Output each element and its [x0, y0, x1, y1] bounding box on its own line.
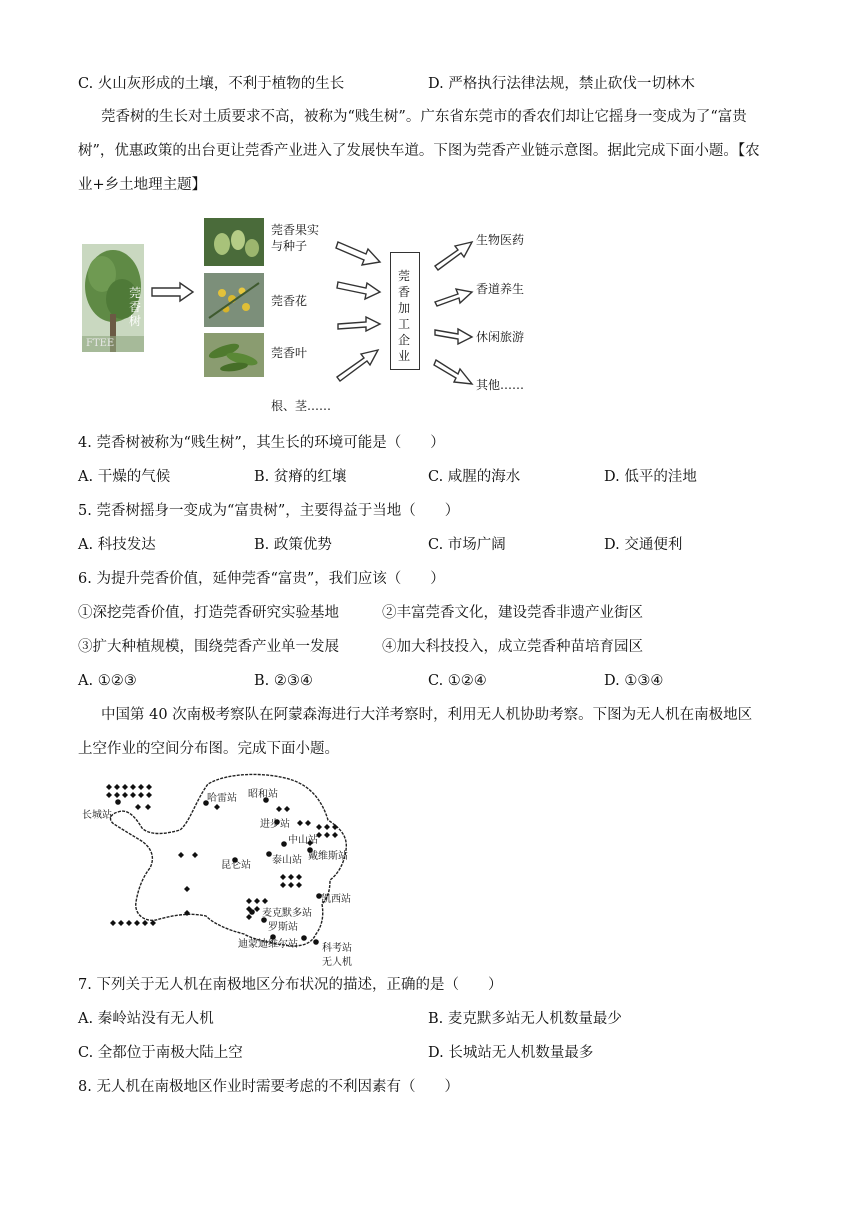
q4-option-b: B. 贫瘠的红壤 [254, 469, 347, 485]
passage1-line3: 业+乡土地理主题】 [78, 177, 207, 193]
q7-stem: 7. 下列关于无人机在南极地区分布状况的描述，正确的是（ ） [78, 977, 503, 993]
passage1-line2: 树”，优惠政策的出台更让莞香产业进入了发展快车道。下图为莞香产业链示意图。据此完成下面小题。【农 [78, 143, 760, 159]
q7-option-d: D. 长城站无人机数量最多 [428, 1045, 594, 1061]
passage1-line1: 莞香树的生长对土质要求不高，被称为“贱生树”。广东省东莞市的香农们却让它摇身一变成为了“富贵 [101, 109, 747, 125]
station-halei: 哈雷站 [207, 793, 237, 804]
q4-stem: 4. 莞香树被称为“贱生树”，其生长的环境可能是（ ） [78, 435, 445, 451]
q6-option-c: C. ①②④ [428, 673, 487, 689]
q6-statement-4: ④加大科技投入，成立莞香种苗培育园区 [382, 639, 643, 655]
q6-statement-1: ①深挖莞香价值，打造莞香研究实验基地 [78, 605, 339, 621]
q5-option-a: A. 科技发达 [78, 537, 156, 553]
passage2-line2: 上空作业的空间分布图。完成下面小题。 [78, 741, 339, 757]
legend-station: 科考站 [322, 943, 352, 954]
output-medicine: 生物医药 [476, 233, 525, 247]
passage2-line1: 中国第 40 次南极考察队在阿蒙森海进行大洋考察时，利用无人机协助考察。下图为无人机在南极地区 [101, 707, 753, 723]
q6-option-d: D. ①③④ [604, 673, 664, 689]
q4-option-c: C. 咸腥的海水 [428, 469, 521, 485]
q5-option-d: D. 交通便利 [604, 537, 683, 553]
station-changcheng: 长城站 [82, 810, 112, 821]
q6-statement-2: ②丰富莞香文化，建设莞香非遗产业街区 [382, 605, 643, 621]
station-kaixi: 凯西站 [321, 894, 351, 905]
q6-stem: 6. 为提升莞香价值，延伸莞香“富贵”，我们应该（ ） [78, 571, 445, 587]
station-luosi: 罗斯站 [268, 922, 298, 933]
q7-option-b: B. 麦克默多站无人机数量最少 [428, 1011, 622, 1027]
arrows-out-icon [432, 236, 476, 396]
q3-option-d: D. 严格执行法律法规，禁止砍伐一切林木 [428, 76, 695, 92]
station-daiweisi: 戴维斯站 [308, 851, 348, 862]
q6-statement-3: ③扩大种植规模，围绕莞香产业单一发展 [78, 639, 339, 655]
station-jinbu: 进步站 [260, 819, 290, 830]
q6-option-a: A. ①②③ [78, 673, 137, 689]
output-other: 其他…… [476, 378, 525, 392]
q3-option-c: C. 火山灰形成的土壤，不利于植物的生长 [78, 76, 345, 92]
station-kunlun: 昆仑站 [221, 860, 251, 871]
station-taishan: 泰山站 [272, 855, 302, 866]
leaf-photo [204, 333, 264, 377]
output-incense: 香道养生 [476, 282, 525, 296]
arrow-icon [150, 280, 196, 304]
input-flower: 莞香花 [271, 294, 308, 308]
output-tourism: 休闲旅游 [476, 330, 525, 344]
q6-option-b: B. ②③④ [254, 673, 313, 689]
center-label: 莞香加工企业 [397, 269, 410, 363]
q5-stem: 5. 莞香树摇身一变成为“富贵树”，主要得益于当地（ ） [78, 503, 460, 519]
q4-option-d: D. 低平的洼地 [604, 469, 697, 485]
station-dumengdiweier: 迪蒙迪维尔站 [238, 939, 298, 950]
flower-photo [204, 273, 264, 327]
input-fruit-line1: 莞香果实 [271, 223, 320, 237]
input-fruit-line2: 与种子 [271, 239, 308, 253]
fruit-photo [204, 218, 264, 266]
q7-option-c: C. 全都位于南极大陆上空 [78, 1045, 243, 1061]
q7-option-a: A. 秦岭站没有无人机 [78, 1011, 214, 1027]
input-roots: 根、茎…… [271, 399, 332, 413]
tree-caption: FTEE [86, 338, 115, 349]
q5-option-c: C. 市场广阔 [428, 537, 506, 553]
station-zhaohe: 昭和站 [248, 789, 278, 800]
q4-option-a: A. 干燥的气候 [78, 469, 171, 485]
q8-stem: 8. 无人机在南极地区作业时需要考虑的不利因素有（ ） [78, 1079, 459, 1095]
q5-option-b: B. 政策优势 [254, 537, 332, 553]
legend-drone: 无人机 [322, 957, 352, 968]
tree-label: 莞香树 [129, 286, 142, 328]
station-zhongshan: 中山站 [288, 835, 318, 846]
input-leaf: 莞香叶 [271, 346, 308, 360]
arrows-in-icon [334, 232, 386, 392]
station-maikemoduo: 麦克默多站 [262, 908, 312, 919]
